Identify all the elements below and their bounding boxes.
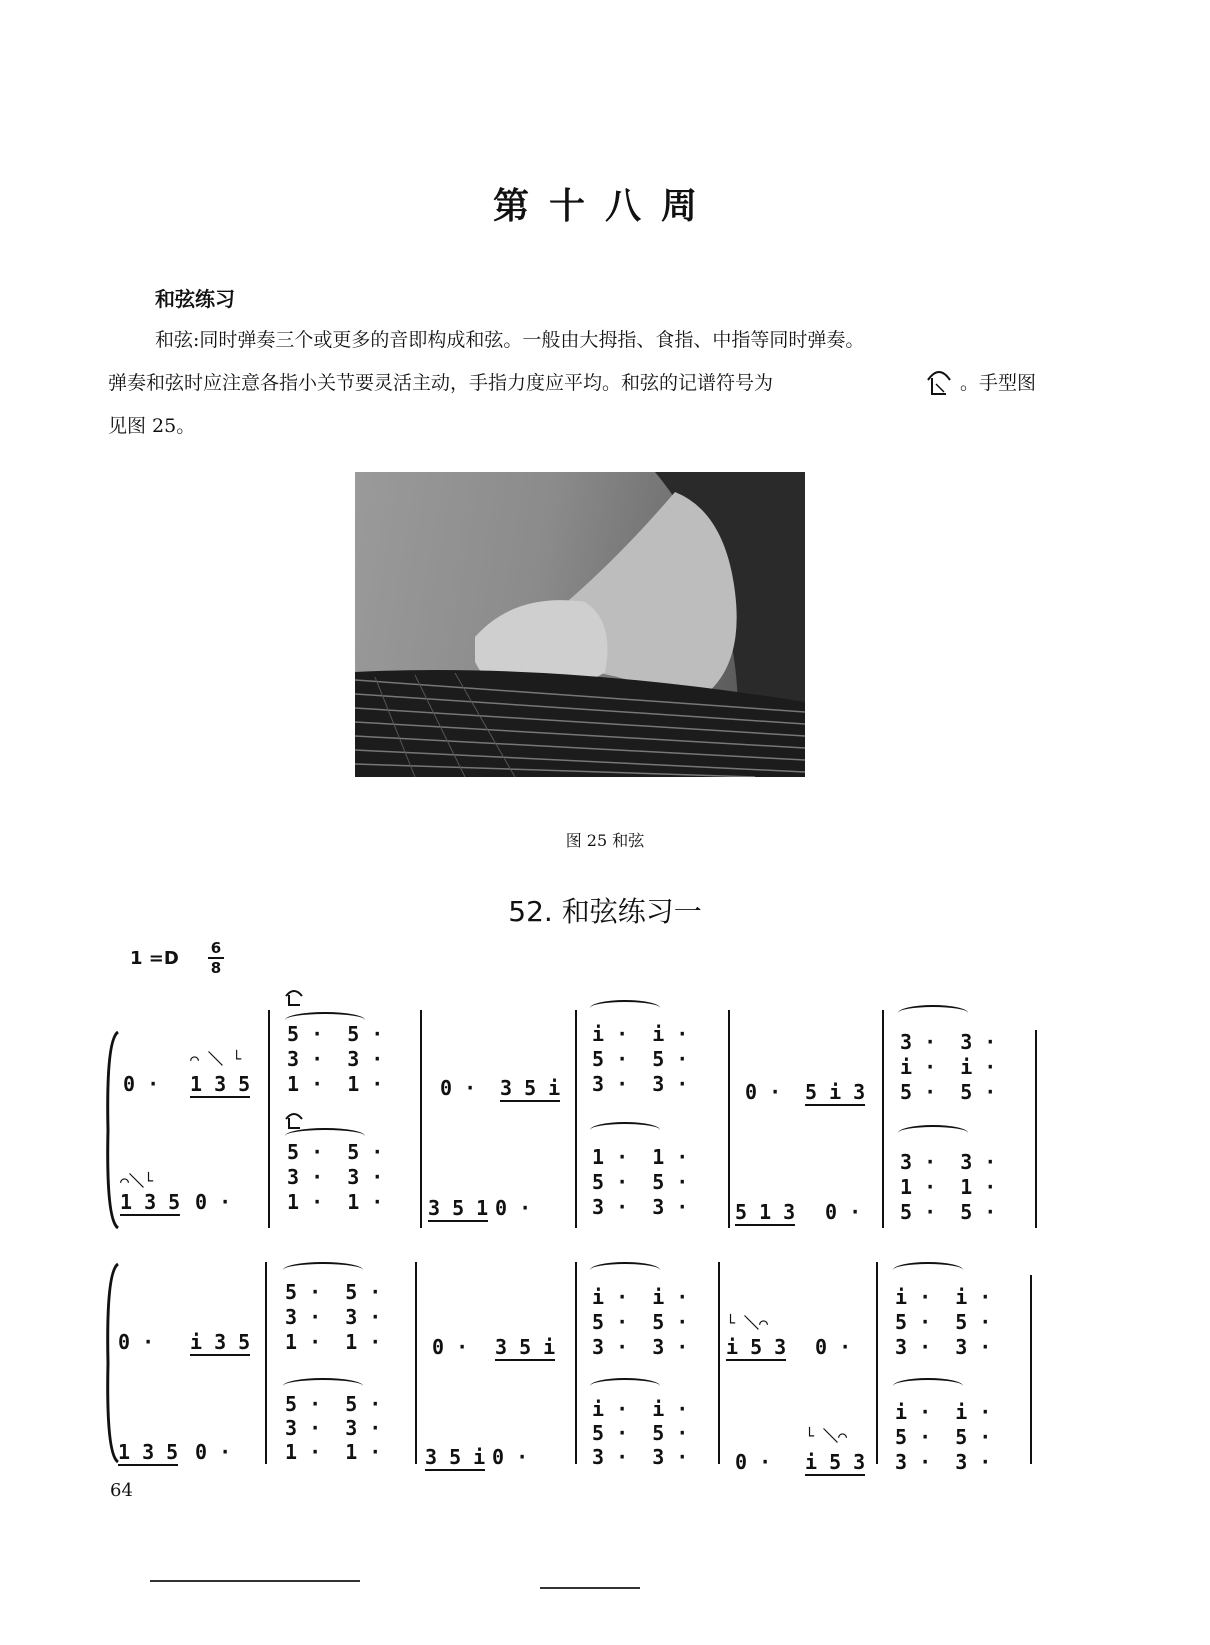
note-group: 0 · (735, 1450, 772, 1474)
chord-notes: 3 · 3 · (895, 1450, 992, 1474)
chord-notes: 5 · 5 · (592, 1047, 689, 1071)
fingering-mark: ⌒＼└ (120, 1172, 154, 1190)
note-group: i 5 3 (805, 1450, 866, 1474)
chord-notes: 3 · 3 · (287, 1047, 384, 1071)
chapter-title: 第十八周 (492, 186, 717, 227)
chord-notes: 1 · 1 · (285, 1330, 382, 1354)
page-number: 64 (110, 1480, 133, 1501)
note-group: 0 · (123, 1072, 160, 1096)
note-group: 0 · (195, 1190, 232, 1214)
chord-notes: 5 · 5 · (895, 1310, 992, 1334)
chord-notes: 5 · 5 · (285, 1280, 382, 1304)
paragraph-line-2: 弹奏和弦时应注意各指小关节要灵活主动，手指力度应平均。和弦的记谱符号为 (108, 372, 774, 394)
note-group: 3 5 i (425, 1445, 486, 1469)
note-group: 3 5 1 (428, 1196, 489, 1220)
note-group: 0 · (815, 1335, 852, 1359)
note-group: 5 i 3 (805, 1080, 866, 1104)
note-group: 0 · (495, 1196, 532, 1220)
note-group: i 5 3 (726, 1335, 787, 1359)
chord-notes: 5 · 5 · (592, 1310, 689, 1334)
system-brace-icon (104, 1262, 122, 1464)
chord-notes: 3 · 3 · (287, 1165, 384, 1189)
note-group: 1 3 5 (190, 1072, 251, 1096)
paragraph-line-1: 和弦:同时弹奏三个或更多的音即构成和弦。一般由大拇指、食指、中指等同时弹奏。 (155, 329, 865, 351)
paragraph-line-2-end: 。手型图 (960, 372, 1037, 394)
chord-notes: 5 · 5 · (287, 1140, 384, 1164)
chord-notes: 3 · 3 · (285, 1305, 382, 1329)
note-group: 3 5 i (495, 1335, 556, 1359)
note-group: 0 · (118, 1330, 155, 1354)
chord-notes: 3 · 3 · (285, 1416, 382, 1440)
note-group: 3 5 i (500, 1076, 561, 1100)
note-group: 0 · (825, 1200, 862, 1224)
chord-symbol-icon (922, 364, 956, 400)
chord-notes: 1 · 1 · (900, 1175, 997, 1199)
chord-notes: 1 · 1 · (285, 1440, 382, 1464)
note-group: 0 · (432, 1335, 469, 1359)
time-signature-numerator: 6 (210, 939, 222, 957)
chord-notes: 5 · 5 · (895, 1425, 992, 1449)
chord-symbol-icon (283, 985, 305, 1009)
chord-notes: 5 · 5 · (592, 1170, 689, 1194)
chord-notes: i · i · (592, 1397, 689, 1421)
time-signature (208, 940, 224, 976)
chord-notes: 5 · 5 · (592, 1421, 689, 1445)
figure-caption: 图 25 和弦 (565, 831, 645, 850)
chord-notes: 5 · 5 · (287, 1022, 384, 1046)
fingering-mark: └ ＼⌒ (726, 1314, 769, 1332)
figure-photo (355, 472, 805, 777)
chord-notes: 1 · 1 · (592, 1145, 689, 1169)
note-group: i 3 5 (190, 1330, 251, 1354)
chord-notes: 5 · 5 · (900, 1080, 997, 1104)
chord-notes: 5 · 5 · (285, 1392, 382, 1416)
note-group: 5 1 3 (735, 1200, 796, 1224)
scan-line (150, 1580, 360, 1582)
time-signature-denominator: 8 (210, 959, 222, 977)
chord-notes: 3 · 3 · (592, 1072, 689, 1096)
chord-notes: i · i · (895, 1400, 992, 1424)
exercise-title: 52. 和弦练习一 (508, 895, 702, 928)
chord-notes: i · i · (900, 1055, 997, 1079)
chord-notes: 3 · 3 · (895, 1335, 992, 1359)
chord-notes: 1 · 1 · (287, 1072, 384, 1096)
fingering-mark: ⌒ ＼ └ (190, 1050, 242, 1068)
note-group: 0 · (195, 1440, 232, 1464)
note-group: 1 3 5 (118, 1440, 179, 1464)
scan-line (540, 1587, 640, 1589)
key-signature: 1 =D (130, 948, 179, 969)
chord-notes: 3 · 3 · (592, 1445, 689, 1469)
chord-notes: 3 · 3 · (592, 1195, 689, 1219)
note-group: 0 · (492, 1445, 529, 1469)
chord-notes: 3 · 3 · (592, 1335, 689, 1359)
section-heading: 和弦练习 (155, 287, 235, 311)
chord-notes: i · i · (895, 1285, 992, 1309)
chord-notes: i · i · (592, 1022, 689, 1046)
fingering-mark: └ ＼⌒ (805, 1427, 848, 1445)
note-group: 1 3 5 (120, 1190, 181, 1214)
chord-notes: 3 · 3 · (900, 1150, 997, 1174)
chord-notes: 1 · 1 · (287, 1190, 384, 1214)
chord-notes: 5 · 5 · (900, 1200, 997, 1224)
chord-notes: i · i · (592, 1285, 689, 1309)
chord-notes: 3 · 3 · (900, 1030, 997, 1054)
note-group: 0 · (745, 1080, 782, 1104)
note-group: 0 · (440, 1076, 477, 1100)
paragraph-line-3: 见图 25。 (108, 415, 196, 437)
